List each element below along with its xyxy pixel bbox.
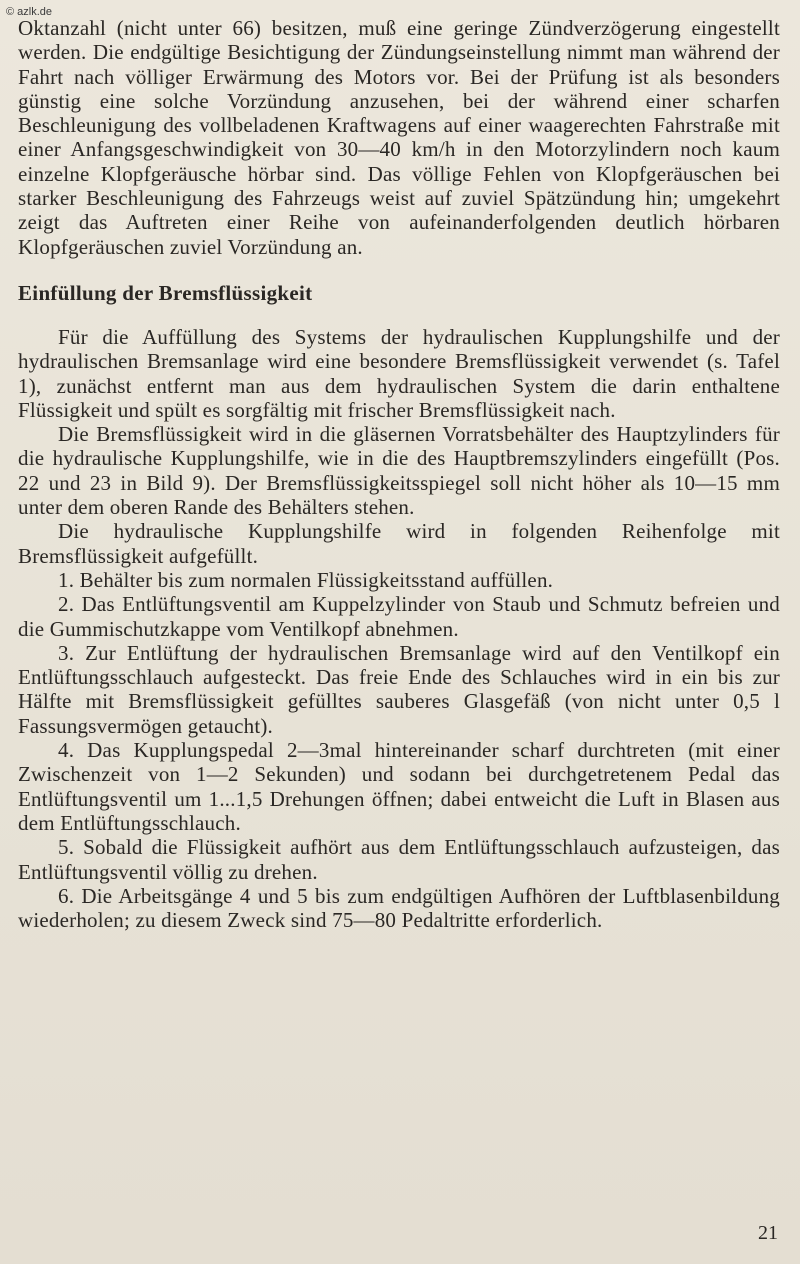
paragraph: Die hydraulische Kupplungshilfe wird in folgenden Reihenfolge mit Bremsflüssigkeit aufgefüllt. [18,519,780,568]
paragraph: Die Bremsflüssigkeit wird in die gläsernen Vorratsbehälter des Hauptzylinders für die hydraulische Kupplungshilfe, wie in die des Hauptbremszylinders eingefüllt (Pos. 22 und 23 in Bild 9). Der Bremsflüssigkeitsspiegel soll nicht höher als 10—15 mm unter dem oberen Rande des Behälters stehen. [18,422,780,520]
section-heading: Einfüllung der Bremsflüssigkeit [18,280,313,305]
paragraph: Für die Auffüllung des Systems der hydraulischen Kupplungshilfe und der hydraulischen Bremsanlage wird eine besondere Bremsflüssigkeit verwendet (s. Tafel 1), zunächst entfernt man aus dem hydraulischen System die darin enthaltene Flüssigkeit und spült es sorgfältig mit frischer Bremsflüssigkeit nach. [18,324,780,422]
step-item: 1. Behälter bis zum normalen Flüssigkeitsstand auffüllen. [58,567,554,592]
page-number: 21 [758,1222,778,1244]
step-item: 4. Das Kupplungspedal 2—3mal hintereinander scharf durchtreten (mit einer Zwischenzeit von 1—2 Sekunden) und sodann bei durchgetretenem Pedal das Entlüftungsventil um 1...1,5 Drehungen öffnen; dabei entweicht die Luft in Blasen aus dem Entlüftungsschlauch. [18,738,780,835]
step-item: 6. Die Arbeitsgänge 4 und 5 bis zum endgültigen Aufhören der Luftblasenbildung wiederholen; zu diesem Zweck sind 75—80 Pedaltritte erforderlich. [18,883,780,933]
paragraph-intro: Oktanzahl (nicht unter 66) besitzen, muß eine geringe Zündverzögerung eingestellt werden. Die endgültige Besichtigung der Zündungseinstellung nimmt man während der Fahrt nach völliger Erwärmung des Motors vor. Bei der Prüfung ist als besonders günstig eine solche Vorzündung anzusehen, bei der während einer scharfen Beschleunigung des vollbeladenen Kraftwagens auf einer waagerechten Fahrstraße mit einer Anfangsgeschwindigkeit von 30—40 km/h in den Motorzylindern noch kaum einzelne Klopfgeräusche hörbar sind. Das völlige Fehlen von Klopfgeräuschen bei starker Beschleunigung des Fahrzeugs weist auf zuviel Spätzündung hin; umgekehrt zeigt das Auftreten einer Reihe von aufeinanderfolgenden deutlich hörbaren Klopfgeräuschen zuviel Vorzündung an. [18,16,780,259]
step-item: 3. Zur Entlüftung der hydraulischen Bremsanlage wird auf den Ventilkopf ein Entlüftungsschlauch aufgesteckt. Das freie Ende des Schlauches wird in ein bis zur Hälfte mit Bremsflüssigkeit gefülltes sauberes Glasgefäß (von nicht unter 0,5 l Fassungsvermögen getaucht). [18,640,780,738]
step-item: 5. Sobald die Flüssigkeit aufhört aus dem Entlüftungsschlauch aufzusteigen, das Entlüftungsventil völlig zu drehen. [18,835,780,884]
page-body [18,16,780,932]
watermark: © azlk.de [6,6,53,18]
step-item: 2. Das Entlüftungsventil am Kuppelzylinder von Staub und Schmutz befreien und die Gummischutzkappe vom Ventilkopf abnehmen. [18,592,780,641]
